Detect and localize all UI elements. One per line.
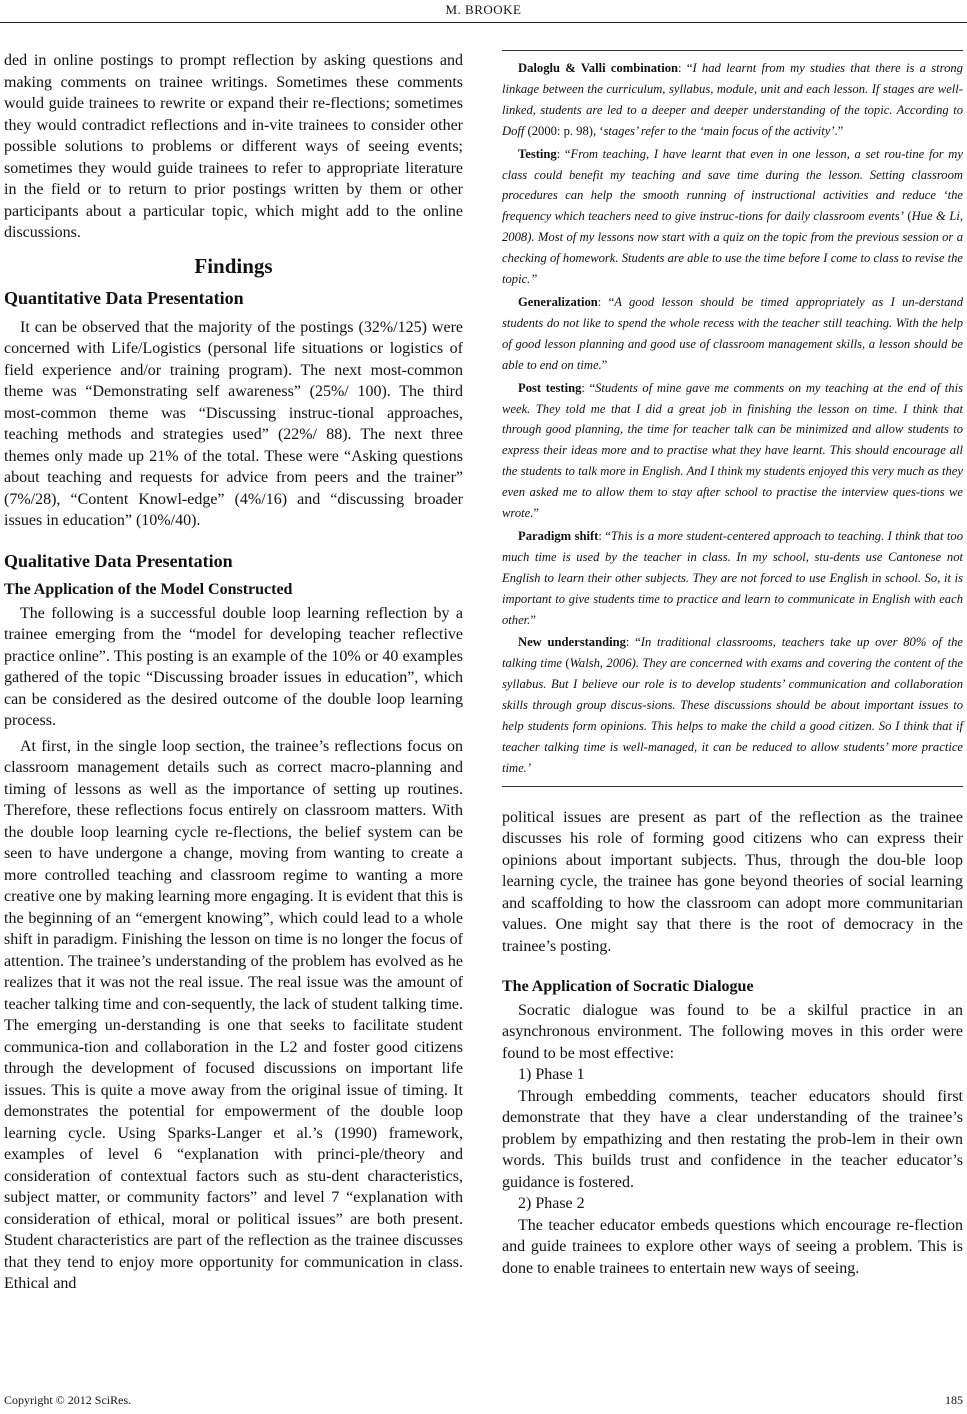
intro-paragraph: ded in online postings to prompt reflection by asking questions and making comments on trainee writings. Sometimes these comments would guide trainees to rewrite or expand their re-flections; sometimes they would contradict reflections and in-vite trainees to consider other possible solutions to problems or different ways of seeing events; sometimes they would guide trainees to refer to appropriate literature in the field or to return to prior postings written by them or other participants about a particular topic, which might add to the online discussions. — [4, 52, 463, 241]
model-heading: The Application of the Model Constructed — [4, 581, 293, 598]
header-rule — [0, 22, 967, 23]
entry-text: ” — [601, 357, 608, 372]
entry-text: In traditional classrooms, teachers take up over 80% of the talking time — [502, 635, 963, 671]
running-header: M. BROOKE — [445, 2, 522, 17]
page-number: 185 — [945, 1393, 963, 1407]
entry-label: Daloglu & Valli combination — [518, 61, 679, 75]
trainee-posting-box — [502, 50, 963, 787]
entry-text: stages’ refer to the ‘main focus of the activity’ — [603, 123, 835, 138]
box-entry — [502, 632, 963, 778]
model-paragraph-1: The following is a successful double loop learning reflection by a trainee emerging from the “model for developing teacher reflective practice online”. This posting is an example of the 10% or 40 examples gathered of the topic “Discussing broader issues in education”, which can be considered as the desired outcome of the double loop learning process. — [4, 604, 463, 729]
entry-text: : “ — [597, 294, 615, 309]
continuation-paragraph: political issues are present as part of the reflection as the trainee discusses his role of forming good citizens who can express their opinions about important subjects. Thus, through the dou-ble loop learning cycle, the trainee has gone beyond theories of social learning and scaffolding to how the classroom can adopt more communitarian values. One might say that there is the root of democracy in the trainee’s posting. — [502, 808, 963, 955]
entry-text: ( — [903, 209, 912, 224]
phase-2-paragraph: The teacher educator embeds questions which encourage re-flection and guide trainees to explore other ways of seeing a problem. This is done to enable trainees to entertain new ways of seeing. — [502, 1216, 963, 1277]
socratic-heading: The Application of Socratic Dialogue — [502, 978, 754, 996]
model-paragraph-2: At first, in the single loop section, the trainee’s reflections focus on classroom management details such as correct macro-planning and timing of lessons as well as the importance of setting up routines. Therefore, these reflections focus entirely on classroom matters. With the double loop learning cycle re-flections, the belief system can be seen to have undergone a change, moving from wanting to create a more controlled teaching and classroom regime to wanting a more creative one by making learning more engaging. It is evident that this is the beginning of an “emergent knowing”, which could lead to a whole shift in paradigm. Finishing the lesson on time is no longer the focus of attention. The trainee’s understanding of the problem has evolved as he realizes that it was not the real issue. The real issue was the amount of teacher talking time and con-sequently, the lack of student talking time. The emerging un-derstanding is one that seeks to facilitate student communica-tion and collaboration in the L2 and foster good citizens through the development of focused discussions on important life issues. This is quite a move away from the original issue of timing. It demonstrates the potential for empowerment of the double loop learning cycle. Using Sparks-Langer et al.’s (1990) framework, examples of level 6 “explanation with princi-ple/theory and consideration of contextual factors such as stu-dent characteristics, subject matter, or community factors” and level 7 “explanation with consideration of ethical, moral or political issues” are both present. Student characteristics are part of the reflection as the trainee discusses that they tend to enjoy more opportunity for communication in class. Ethical and — [4, 737, 463, 1292]
socratic-paragraph: Socratic dialogue was found to be a skilful practice in an asynchronous environment. The following moves in this order were found to be most effective: — [502, 1001, 963, 1062]
entry-text: ” — [530, 612, 536, 627]
entry-text: , 2008). Most of my lessons now start with a quiz on the topic from the previous session or a checking of homework. Students are able to use the time before I come to class to revise the topic.” — [502, 209, 963, 287]
entry-label: Post testing — [518, 380, 582, 395]
entry-text: ” — [533, 506, 539, 521]
quantitative-paragraph: It can be observed that the majority of the postings (32%/125) were concerned with Life/Logistics (personal life situations or logistics of field experience and/or training program). The next most-common theme was “Demonstrating self awareness” (25%/ 100). The third most-common theme was “Discussing instruc-tional approaches, teaching methods and strategies used” (22%/ 88). The next three themes only made up 21% of the total. These were “Asking questions about teaching and requests for advice from peers and the trainer” (7%/28), “Content Knowl-edge” (4%/16) and “discussing broader issues in education” (10%/40). — [4, 318, 463, 529]
entry-text: : “ — [598, 528, 611, 543]
entry-text: : “ — [678, 61, 693, 75]
phase-2-label: 2) Phase 2 — [518, 1195, 585, 1213]
entry-text: I had learnt from my studies that there is a strong linkage between the curriculum, syllabus, module, unit and each lesson. If stages are well-linked, students are led to a deeper and deeper understanding of the topic. According to Doff — [502, 61, 963, 138]
right-column — [502, 50, 963, 1279]
entry-text: : “ — [556, 146, 571, 161]
box-entry — [502, 378, 963, 524]
phase-1-paragraph: Through embedding comments, teacher educators should first demonstrate that they have a clear understanding of the trainee’s problem by empathizing and then restating the prob-lem in their own words. This builds trust and confidence in the teacher educator’s guidance is fostered. — [502, 1087, 963, 1191]
entry-text: : “ — [581, 380, 596, 395]
entry-label: New understanding — [518, 635, 626, 650]
entry-text: , 2006). They are concerned with exams and covering the content of the syllabus. But I believe our role is to develop students’ communication and collaboration skills through group discus-sions. These discussions should be about important issues to help students form opinions. This helps to make the child a good citizen. So I think that if teacher talking time is well-managed, it can be reduced to allow students’ more practice time.’ — [502, 656, 963, 775]
entry-label: Paradigm shift — [518, 528, 599, 543]
entry-label: Generalization — [518, 294, 598, 309]
copyright-notice: Copyright © 2012 SciRes. — [4, 1393, 132, 1407]
box-entry — [502, 292, 963, 376]
entry-text: Hue & Li — [911, 209, 960, 224]
qualitative-heading: Qualitative Data Presentation — [4, 550, 233, 571]
box-entry — [502, 58, 963, 142]
entry-text: This is a more student-centered approach to teaching. I think that too much time is used by the teacher in class. In my school, stu-dents use Cantonese not English to learn their other subjects. They are not forced to use English in school. So, it is important to give students time to practice and learn to communicate in English with each other. — [502, 528, 963, 627]
entry-text: Walsh — [569, 656, 600, 671]
right-body-text — [502, 807, 963, 1280]
entry-label: Testing — [518, 146, 557, 161]
findings-heading: Findings — [194, 253, 273, 278]
entry-text: A good lesson should be timed appropriately as I un-derstand students do not like to spend the whole recess with the teacher still teaching. With the help of good lesson planning and good use of classroom management skills, a lesson should be able to end on time. — [502, 294, 963, 372]
quantitative-heading: Quantitative Data Presentation — [4, 288, 244, 308]
phase-1-label: 1) Phase 1 — [518, 1066, 585, 1084]
entry-text: ( — [562, 656, 570, 671]
left-column — [4, 50, 463, 1295]
entry-text: .” — [834, 123, 844, 138]
entry-text: Students of mine gave me comments on my teaching at the end of this week. They told me that I did a great job in finishing the lesson on time. I think that through good planning, the time for teacher talk can be minimized and allow students to express their ideas more and to practise what they have learnt. This should encourage all the students to talk more in English. And I think my students enjoyed this very much as they even asked me to allow them to stay after school to practise the interview ques-tions we wrote. — [502, 380, 963, 521]
entry-text: : “ — [625, 635, 641, 650]
box-entry — [502, 144, 963, 290]
box-entry — [502, 526, 963, 631]
entry-text: (2000: p. 98), ‘ — [524, 123, 604, 138]
entry-text: From teaching, I have learnt that even in one lesson, a set rou-tine for my class could benefit my teaching and save time during the lesson. Setting classroom procedures can help the smooth running of instructional activities and reduce ‘the frequency which teachers need to give instruc-tions for daily classroom events’ — [502, 146, 963, 224]
